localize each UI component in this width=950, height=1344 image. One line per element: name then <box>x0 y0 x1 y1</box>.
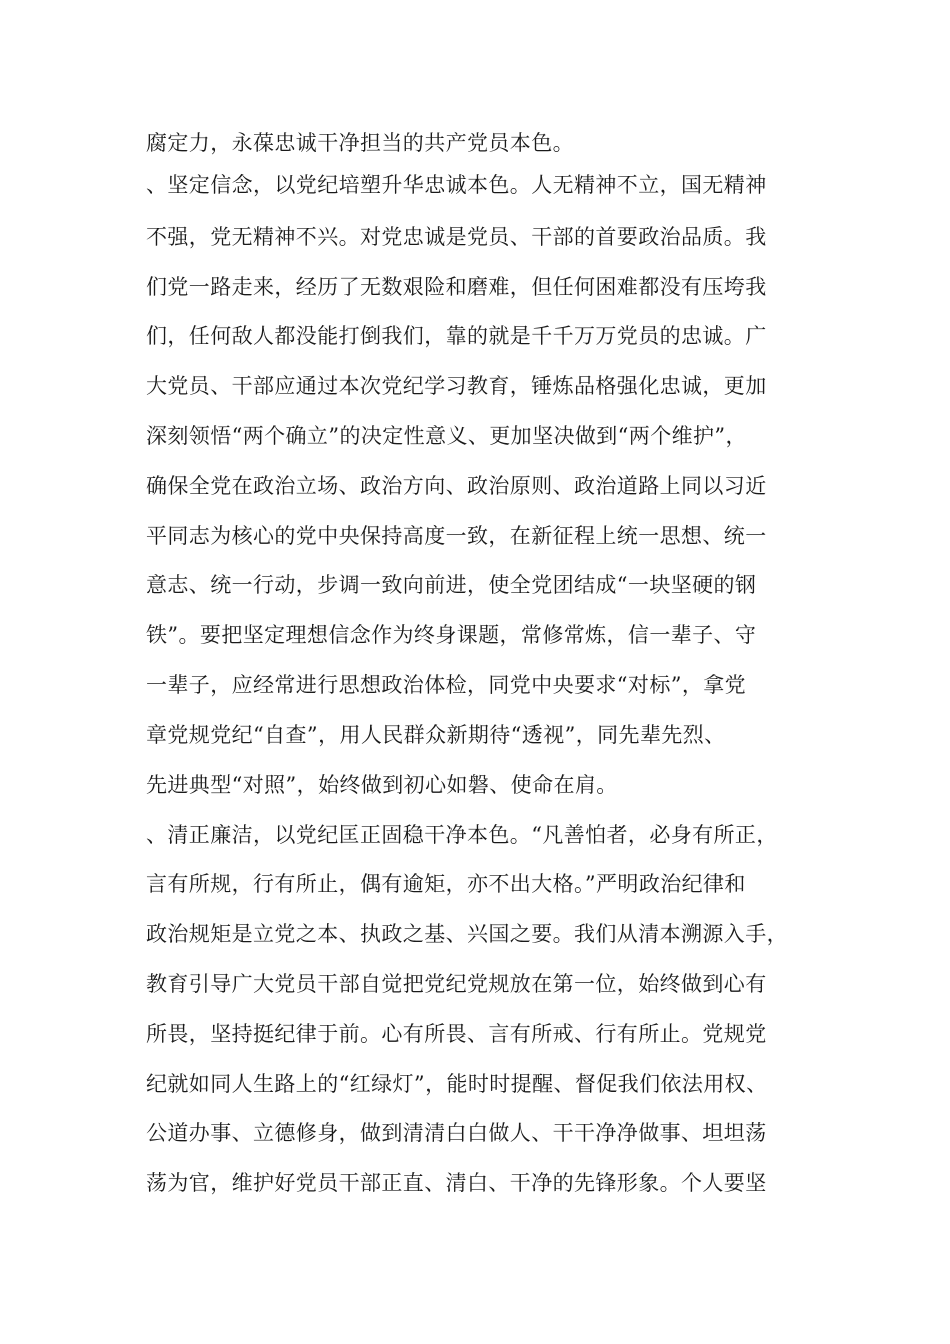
text-line: 意志、统一行动，步调一致向前进，使全党团结成“一块坚硬的钢 <box>146 573 757 597</box>
text-line: 铁”。要把坚定理想信念作为终身课题，常修常炼，信一辈子、守 <box>146 623 757 647</box>
text-line: 腐定力，永葆忠诚干净担当的共产党员本色。 <box>146 131 574 155</box>
text-line: 政治规矩是立党之本、执政之基、兴国之要。我们从清本溯源入手， <box>146 922 788 946</box>
text-line: 们党一路走来，经历了无数艰险和磨难，但任何困难都没有压垮我 <box>146 275 767 299</box>
text-line: 平同志为核心的党中央保持高度一致，在新征程上统一思想、统一 <box>146 524 767 548</box>
text-line: 荡为官，维护好党员干部正直、清白、干净的先锋形象。个人要坚 <box>146 1171 767 1195</box>
text-line: 、清正廉洁，以党纪匡正固稳干净本色。“凡善怕者，必身有所正， <box>146 823 778 847</box>
text-line: 纪就如同人生路上的“红绿灯”，能时时提醒、督促我们依法用权、 <box>146 1072 768 1096</box>
text-line: 言有所规，行有所止，偶有逾矩，亦不出大格。”严明政治纪律和 <box>146 872 746 896</box>
text-line: 教育引导广大党员干部自觉把党纪党规放在第一位，始终做到心有 <box>146 972 767 996</box>
text-line: 确保全党在政治立场、政治方向、政治原则、政治道路上同以习近 <box>146 474 767 498</box>
text-line: 不强，党无精神不兴。对党忠诚是党员、干部的首要政治品质。我 <box>146 225 767 249</box>
text-line: 深刻领悟“两个确立”的决定性意义、更加坚决做到“两个维护”， <box>146 424 747 448</box>
text-line: 大党员、干部应通过本次党纪学习教育，锤炼品格强化忠诚，更加 <box>146 374 767 398</box>
text-line: 们，任何敌人都没能打倒我们，靠的就是千千万万党员的忠诚。广 <box>146 324 767 348</box>
text-line: 所畏，坚持挺纪律于前。心有所畏、言有所戒、行有所止。党规党 <box>146 1022 767 1046</box>
text-line: 公道办事、立德修身，做到清清白白做人、干干净净做事、坦坦荡 <box>146 1121 767 1145</box>
text-line: 先进典型“对照”，始终做到初心如磐、使命在肩。 <box>146 773 618 797</box>
text-line: 一辈子，应经常进行思想政治体检，同党中央要求“对标”，拿党 <box>146 673 747 697</box>
text-line: 章党规党纪“自查”，用人民群众新期待“透视”，同先辈先烈、 <box>146 723 726 747</box>
text-line: 、坚定信念，以党纪培塑升华忠诚本色。人无精神不立，国无精神 <box>146 173 767 197</box>
